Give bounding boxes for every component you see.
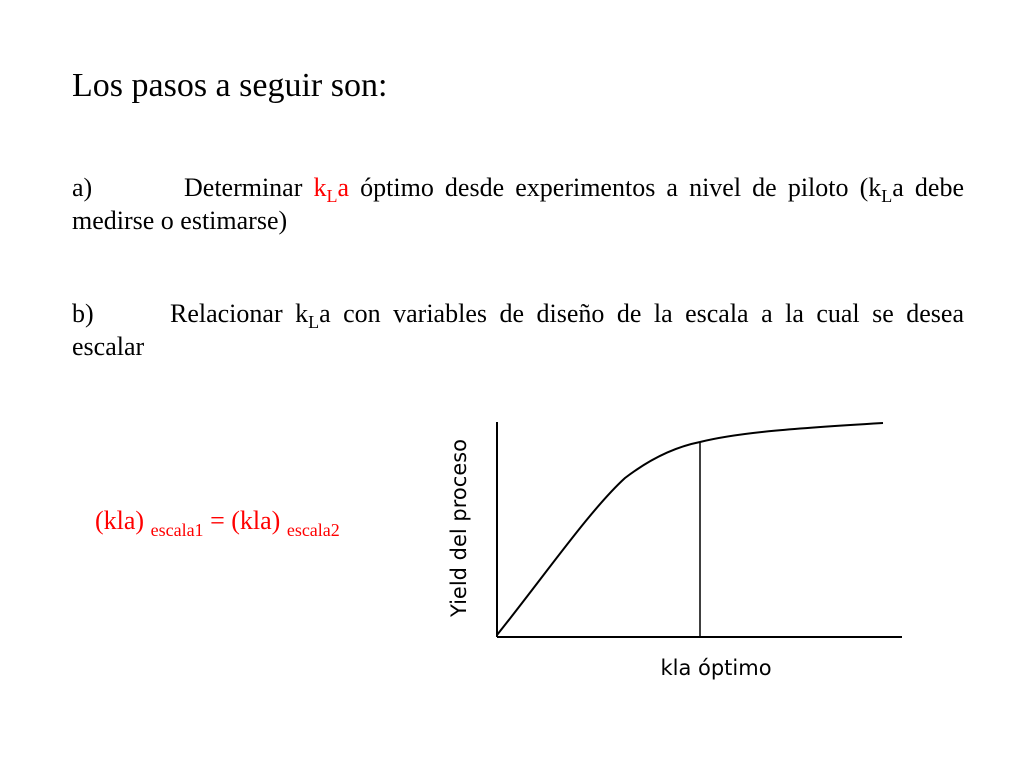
equation-right: (kla) xyxy=(231,506,281,535)
x-axis-label: kla óptimo xyxy=(660,656,772,680)
step-b-rest: a con variables de diseño de la escala a la cual se desea escalar xyxy=(72,299,965,361)
step-a-pre: Determinar xyxy=(184,173,314,202)
step-a-rest: óptimo desde experimentos a nivel de piloto (k xyxy=(349,173,882,202)
step-b-sub: L xyxy=(308,312,320,332)
step-a-sub2: L xyxy=(881,186,893,206)
y-axis-label: Yield del proceso xyxy=(447,438,471,618)
equation-right-sub: escala2 xyxy=(286,520,340,540)
equation-left-sub: escala1 xyxy=(150,520,204,540)
equation-left: (kla) xyxy=(95,506,145,535)
kla-highlight: $k_La$ xyxy=(313,173,350,206)
yield-curve xyxy=(497,423,883,635)
step-b-pre: Relacionar k xyxy=(170,299,309,328)
step-b-marker: b) xyxy=(72,299,94,328)
equation-operator: = xyxy=(210,506,225,535)
step-a-rest2: a debe medirse o estimarse) xyxy=(72,173,964,235)
slide-heading: Los pasos a seguir son: xyxy=(72,67,388,104)
step-a-marker: a) xyxy=(72,173,93,202)
